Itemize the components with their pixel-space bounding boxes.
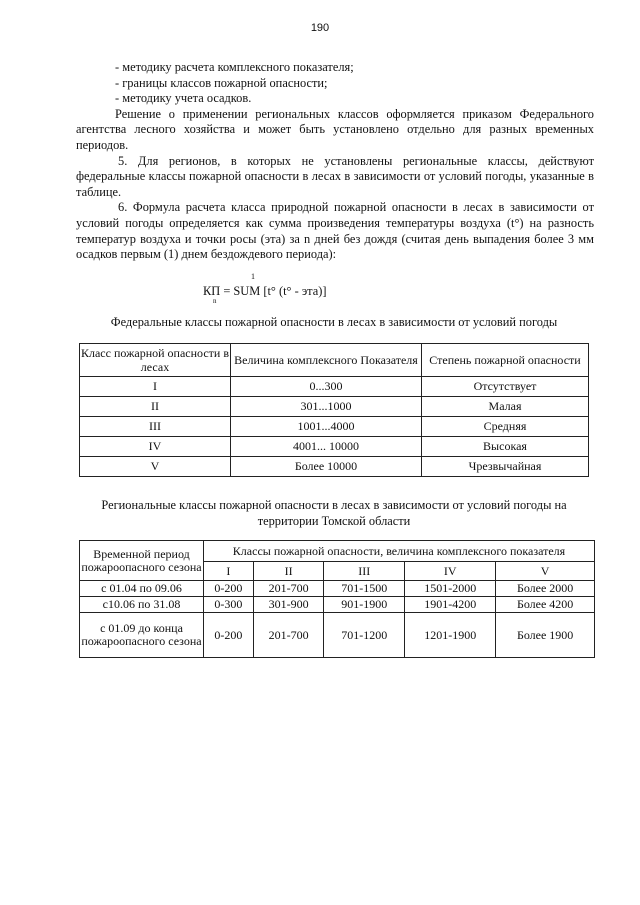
table-cell: Малая bbox=[422, 397, 589, 417]
column-header: Степень пожарной опасности bbox=[422, 344, 589, 377]
list-item-precipitation: - методику учета осадков. bbox=[115, 91, 252, 106]
table-cell: 0...300 bbox=[231, 377, 422, 397]
table-cell: Чрезвычайная bbox=[422, 457, 589, 477]
table-cell: 301-900 bbox=[253, 597, 323, 613]
table-cell: V bbox=[80, 457, 231, 477]
table-cell: 1201-1900 bbox=[405, 613, 496, 658]
table-cell: с 01.04 по 09.06 bbox=[80, 581, 204, 597]
table-cell: Более 4200 bbox=[496, 597, 595, 613]
table-cell: Более 1900 bbox=[496, 613, 595, 658]
table-cell: с10.06 по 31.08 bbox=[80, 597, 204, 613]
formula-subscript: n bbox=[213, 297, 217, 305]
table-header-row bbox=[80, 344, 589, 377]
table-cell: III bbox=[80, 417, 231, 437]
table-cell: 4001... 10000 bbox=[231, 437, 422, 457]
table-cell: Средняя bbox=[422, 417, 589, 437]
table-cell: IV bbox=[80, 437, 231, 457]
table-row bbox=[80, 377, 589, 397]
table-cell: Отсутствует bbox=[422, 377, 589, 397]
federal-classes-table bbox=[79, 343, 589, 477]
table2-caption: Региональные классы пожарной опасности в лесах в зависимости от условий погоды на территории Томской области bbox=[101, 498, 567, 528]
paragraph-decision: Решение о применении региональных классов оформляется приказом Федерального агентства лесного хозяйства и может быть установлено отдельно для разных временных периодов. bbox=[76, 106, 594, 152]
table-row bbox=[80, 613, 595, 658]
table-cell: 1501-2000 bbox=[405, 581, 496, 597]
regional-classes-table bbox=[79, 540, 595, 658]
table1-caption: Федеральные классы пожарной опасности в лесах в зависимости от условий погоды bbox=[110, 315, 558, 329]
list-item-boundaries: - границы классов пожарной опасности; bbox=[115, 75, 328, 90]
column-header: Величина комплексного Показателя bbox=[231, 344, 422, 377]
table-cell: Более 2000 bbox=[496, 581, 595, 597]
column-header: Класс пожарной опасности в лесах bbox=[80, 344, 231, 377]
table-row bbox=[80, 581, 595, 597]
formula-upper-limit: 1 bbox=[251, 272, 255, 281]
class-header: I bbox=[204, 562, 254, 581]
table-cell: с 01.09 до конца пожароопасного сезона bbox=[80, 613, 204, 658]
class-header: III bbox=[324, 562, 405, 581]
table-cell: Более 10000 bbox=[231, 457, 422, 477]
table-cell: 1901-4200 bbox=[405, 597, 496, 613]
table-row bbox=[80, 417, 589, 437]
table-row bbox=[80, 397, 589, 417]
class-header: V bbox=[496, 562, 595, 581]
formula bbox=[203, 272, 327, 305]
paragraph-5: 5. Для регионов, в которых не установлены региональные классы, действуют федеральные классы пожарной опасности в лесах в зависимости от условий погоды, указанные в таблице. bbox=[76, 153, 594, 199]
list-item-methodology: - методику расчета комплексного показателя; bbox=[115, 60, 354, 74]
table-cell: I bbox=[80, 377, 231, 397]
table-row bbox=[80, 597, 595, 613]
period-header: Временной период пожароопасного сезона bbox=[80, 541, 204, 581]
table-header-row bbox=[80, 541, 595, 562]
table-row bbox=[80, 457, 589, 477]
table-cell: 201-700 bbox=[253, 613, 323, 658]
table-cell: Высокая bbox=[422, 437, 589, 457]
table-cell: 1001...4000 bbox=[231, 417, 422, 437]
formula-rhs: = SUM [t° (t° - эта)] bbox=[223, 284, 327, 298]
table-cell: 0-200 bbox=[204, 581, 254, 597]
classes-group-header: Классы пожарной опасности, величина комплексного показателя bbox=[204, 541, 595, 562]
page-number: 190 bbox=[310, 22, 330, 34]
table-row bbox=[80, 437, 589, 457]
body-text bbox=[76, 60, 594, 263]
paragraph-6: 6. Формула расчета класса природной пожарной опасности в лесах в зависимости от условий погоды определяется как сумма произведения температуры воздуха (t°) на разность температур воздуха и точки росы (эта) за n дней без дождя (считая день выпадения более 3 мм осадков первым (1) днем бездождевого периода): bbox=[76, 200, 594, 262]
table-cell: II bbox=[80, 397, 231, 417]
class-header: IV bbox=[405, 562, 496, 581]
class-header: II bbox=[253, 562, 323, 581]
table-cell: 701-1500 bbox=[324, 581, 405, 597]
formula-lhs: КП bbox=[203, 284, 221, 298]
table-cell: 0-200 bbox=[204, 613, 254, 658]
table-cell: 701-1200 bbox=[324, 613, 405, 658]
table-cell: 901-1900 bbox=[324, 597, 405, 613]
table-cell: 0-300 bbox=[204, 597, 254, 613]
table-cell: 201-700 bbox=[253, 581, 323, 597]
table-cell: 301...1000 bbox=[231, 397, 422, 417]
